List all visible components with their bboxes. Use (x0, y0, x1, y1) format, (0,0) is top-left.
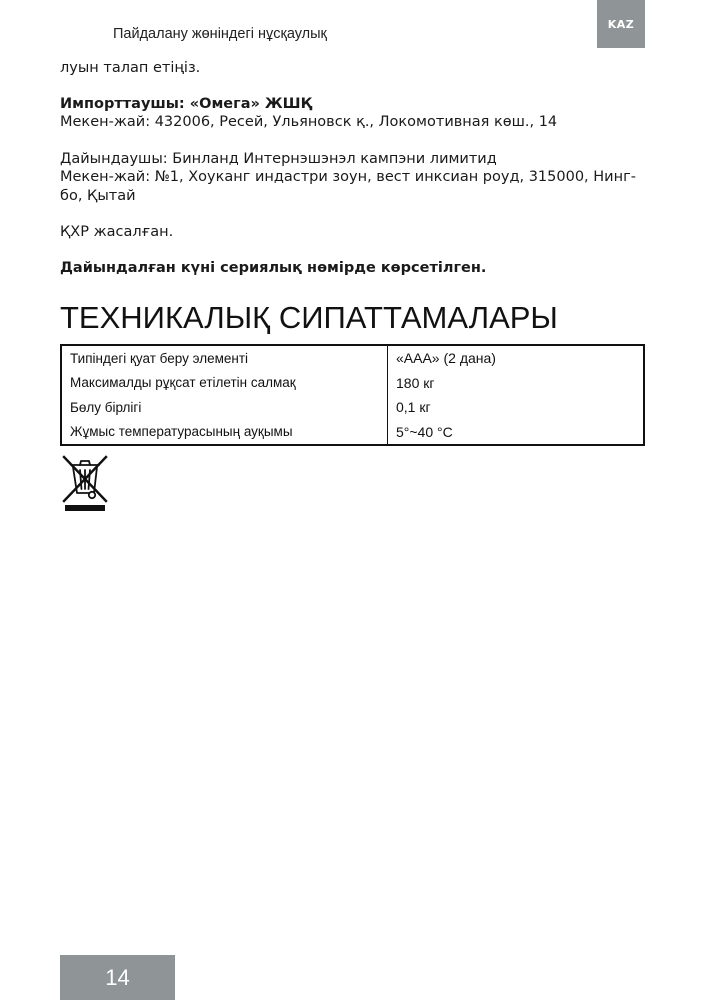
table-row (61, 395, 644, 420)
specs-title: ТЕХНИКАЛЫҚ СИПАТТАМАЛАРЫ (60, 300, 558, 335)
importer-address: Мекен-жай: 432006, Ресей, Ульяновск қ., Локомотивная көш., 14 (60, 114, 558, 130)
page-number: 14 (60, 955, 175, 1000)
made-in-note: ҚХР жасалған. (60, 224, 174, 240)
language-tab: KAZ (597, 0, 645, 48)
spec-value: 0,1 кг (396, 399, 431, 416)
text-continuation: луын талап етіңіз. (60, 60, 201, 76)
importer-label: Импорттаушы: «Омега» ЖШҚ (60, 96, 312, 112)
spec-label: Жұмыс температурасының ауқымы (61, 420, 388, 446)
table-row (61, 345, 644, 371)
spec-label: Типіндегі қуат беру элементі (61, 345, 388, 371)
manufacturer: Дайындаушы: Бинланд Интернэшэнэл кампэни лимитид (60, 151, 497, 167)
table-row (61, 420, 644, 446)
crossed-out-wheelie-bin-icon (60, 455, 110, 513)
specs-table (60, 344, 645, 446)
spec-label: Максималды рұқсат етілетін салмақ (61, 371, 388, 396)
document-header-title: Пайдалану жөніндегі нұсқаулық (113, 26, 327, 42)
spec-value: 180 кг (396, 374, 435, 391)
production-date-note: Дайындалған күні сериялық нөмірде көрсетілген. (60, 260, 487, 276)
spec-label: Бөлу бірлігі (61, 395, 388, 420)
spec-value: 5°~40 °C (396, 423, 453, 440)
spec-value: «AAA» (2 дана) (396, 350, 496, 367)
manufacturer-address-line1: Мекен-жай: №1, Хоуканг индастри зоун, вест инксиан роуд, 315000, Нинг- (60, 169, 636, 185)
table-row (61, 371, 644, 396)
manufacturer-address-line2: бо, Қытай (60, 188, 136, 204)
